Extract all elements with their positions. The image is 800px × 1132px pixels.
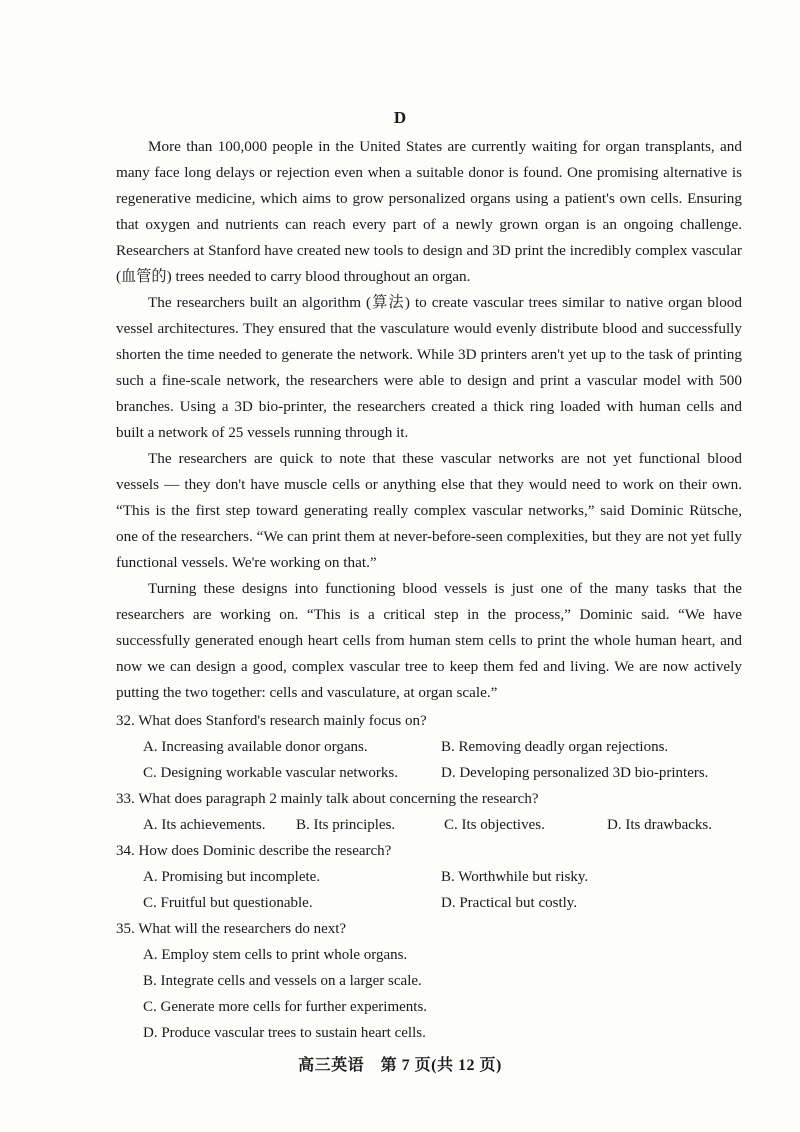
option-list [116, 812, 756, 838]
question-stem: 34. How does Dominic describe the research? [116, 843, 392, 859]
passage-paragraph-4: Turning these designs into functioning blood vessels is just one of the many tasks that the researchers are working on. “This is a critical step in the process,” Dominic said. “We have successfully generated enough heart cells from human stem cells to print the whole human heart, and now we can design a good, complex vascular tree to keep them fed and living. We are now actively putting the two together: cells and vasculature, at organ scale.” [116, 580, 742, 701]
option-d: D. Its drawbacks. [607, 817, 712, 833]
question-stem: 33. What does paragraph 2 mainly talk about concerning the research? [116, 791, 539, 807]
passage-paragraph-1: More than 100,000 people in the United States are currently waiting for organ transplants, and many face long delays or rejection even when a suitable donor is found. One promising alternative is regenerative medicine, which aims to grow personalized organs using a patient's own cells. Ensuring that oxygen and nutrients can reach every part of a newly grown organ is an ongoing challenge. Researchers at Stanford have created new tools to design and 3D print the incredibly complex vascular (血管的) trees needed to carry blood throughout an organ. [116, 138, 742, 285]
option-list [116, 734, 756, 786]
option-b: B. Worthwhile but risky. [441, 869, 589, 885]
option-d: D. Practical but costly. [441, 895, 578, 911]
option-a: A. Employ stem cells to print whole organs. [143, 947, 408, 963]
passage-paragraph-3: The researchers are quick to note that these vascular networks are not yet functional blood vessels — they don't have muscle cells or anything else that they would need to work on their own. “This is the first step toward generating really complex vascular networks,” said Dominic Rütsche, one of the researchers. “We can print them at never-before-seen complexities, but they are not yet fully functional vessels. We're working on that.” [116, 450, 742, 571]
question-35 [116, 916, 756, 1046]
option-list [116, 864, 756, 916]
option-list [116, 942, 756, 1046]
option-c: C. Its objectives. [444, 817, 545, 833]
question-33 [116, 786, 756, 838]
option-a: A. Its achievements. [143, 817, 266, 833]
section-heading: D [393, 108, 407, 127]
option-b: B. Integrate cells and vessels on a larger scale. [143, 973, 422, 989]
passage-paragraph-2: The researchers built an algorithm (算法) to create vascular trees similar to native organ blood vessel architectures. They ensured that the vasculature would evenly distribute blood and successfully shorten the time needed to generate the network. While 3D printers aren't yet up to the task of printing such a fine-scale network, the researchers were able to design and print a vascular model with 500 branches. Using a 3D bio-printer, the researchers created a thick ring loaded with human cells and built a network of 25 vessels running through it. [116, 294, 742, 441]
page-footer: 高三英语 第 7 页(共 12 页) [298, 1057, 502, 1074]
option-a: A. Promising but incomplete. [143, 869, 321, 885]
option-c: C. Fruitful but questionable. [143, 895, 313, 911]
option-d: D. Developing personalized 3D bio-printers. [441, 765, 709, 781]
option-c: C. Designing workable vascular networks. [143, 765, 398, 781]
question-stem: 35. What will the researchers do next? [116, 921, 347, 937]
reading-passage [116, 134, 742, 706]
question-stem: 32. What does Stanford's research mainly focus on? [116, 713, 427, 729]
question-34 [116, 838, 756, 916]
option-b: B. Its principles. [296, 817, 396, 833]
option-d: D. Produce vascular trees to sustain heart cells. [143, 1025, 426, 1041]
question-32 [116, 708, 756, 786]
option-c: C. Generate more cells for further experiments. [143, 999, 428, 1015]
option-a: A. Increasing available donor organs. [143, 739, 368, 755]
option-b: B. Removing deadly organ rejections. [441, 739, 669, 755]
question-list [116, 708, 756, 1046]
